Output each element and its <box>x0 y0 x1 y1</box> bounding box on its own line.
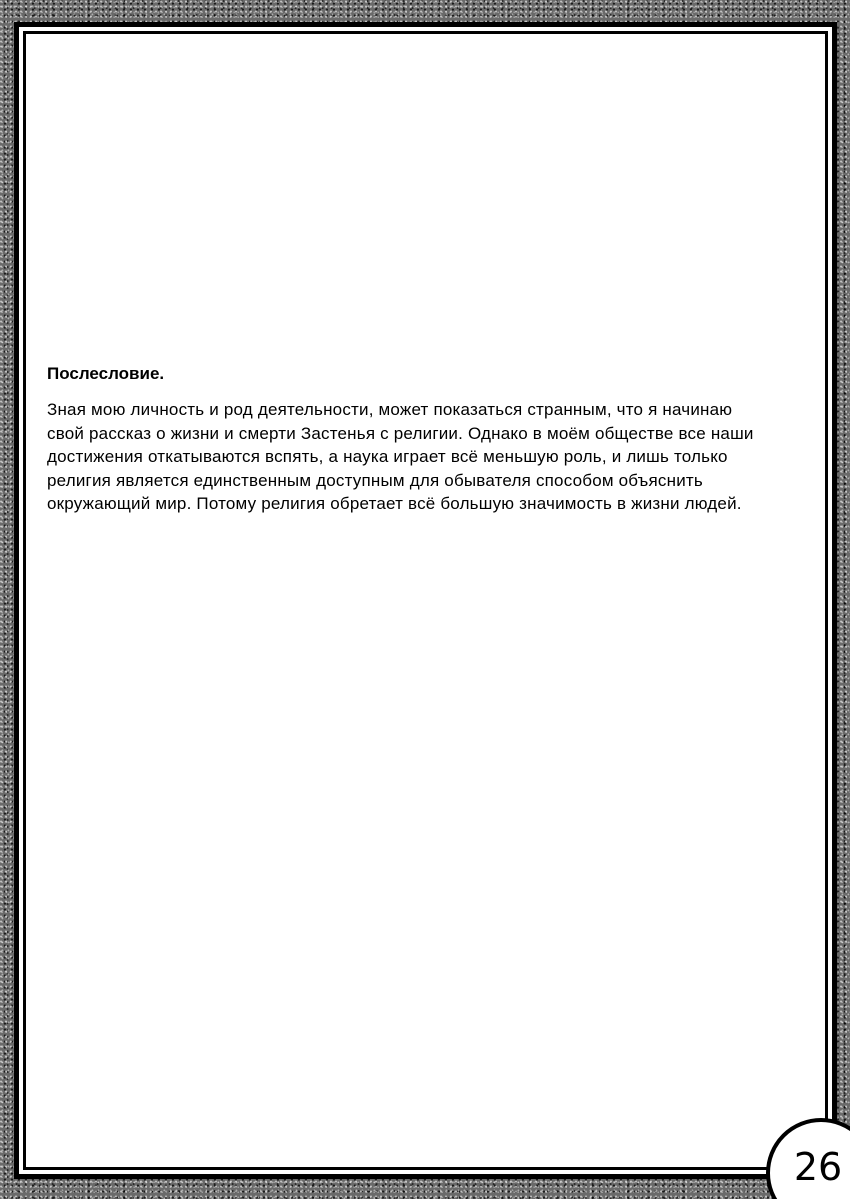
afterword-paragraph: Зная мою личность и род деятельности, может показаться странным, что я начинаю свой рассказ о жизни и смерти Застенья с религии. Однако в моём обществе все наши достижения откатываются вспять, а наука играет всё меньшую роль, и лишь только религия является единственным доступным для обывателя способом объяснить окружающий мир. Потому религия обретает всё большую значимость в жизни людей. <box>47 400 754 513</box>
page-content <box>47 362 767 516</box>
afterword-heading: Послесловие. <box>47 364 165 383</box>
page-frame-inner <box>23 31 828 1170</box>
page-frame-outer <box>14 22 837 1179</box>
page-number: 26 <box>793 1145 843 1189</box>
